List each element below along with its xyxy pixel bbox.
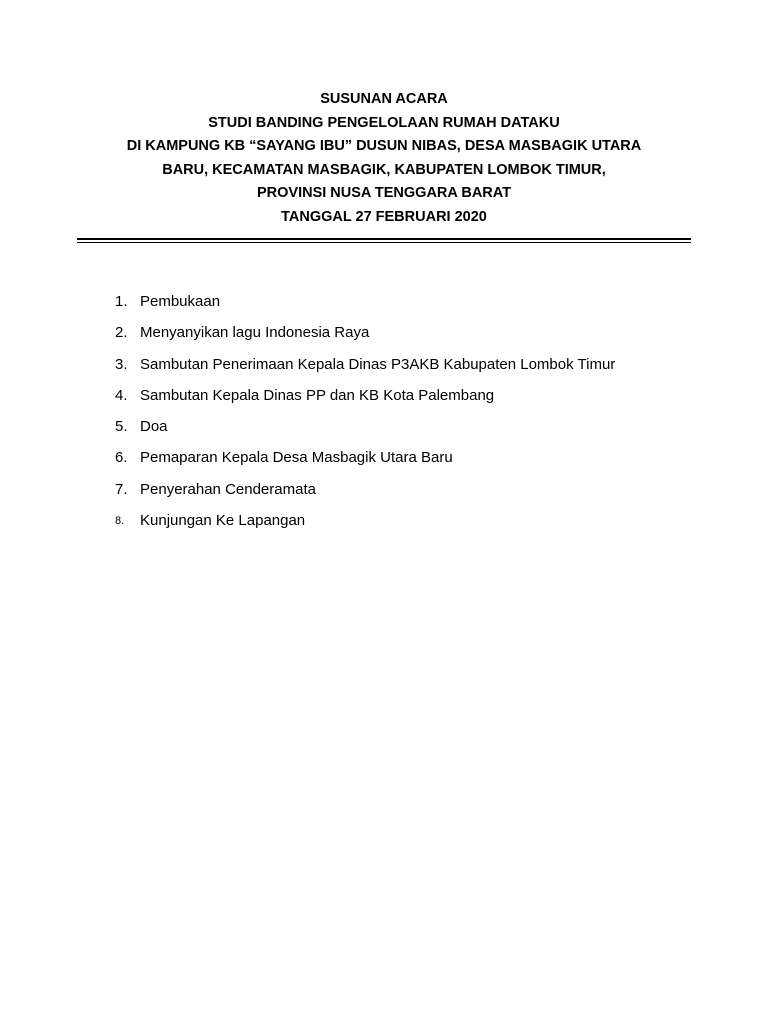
agenda-item-text: Pembukaan bbox=[140, 293, 221, 310]
agenda-item bbox=[0, 414, 768, 445]
header-subtitle: STUDI BANDING PENGELOLAAN RUMAH DATAKU bbox=[208, 114, 560, 131]
agenda-item-number: 3. bbox=[115, 355, 128, 373]
agenda-item-text: Menyanyikan lagu Indonesia Raya bbox=[140, 324, 370, 342]
agenda-item-number: 8. bbox=[115, 515, 125, 528]
agenda-item-text: Penyerahan Cenderamata bbox=[140, 480, 316, 498]
agenda-item-number: 5. bbox=[115, 418, 128, 436]
header-divider-thick bbox=[77, 238, 691, 240]
agenda-item-text: Sambutan Kepala Dinas PP dan KB Kota Palembang bbox=[140, 386, 495, 404]
agenda-item-number: 4. bbox=[115, 386, 128, 404]
document-header bbox=[0, 88, 768, 230]
agenda-item bbox=[0, 383, 768, 414]
header-divider-thin bbox=[77, 242, 691, 243]
agenda-item bbox=[0, 477, 768, 508]
header-title: SUSUNAN ACARA bbox=[320, 91, 448, 107]
agenda-item bbox=[0, 289, 768, 320]
agenda-item-number: 6. bbox=[115, 449, 128, 467]
agenda-item bbox=[0, 445, 768, 476]
agenda-item-number: 2. bbox=[115, 324, 128, 342]
agenda-item bbox=[0, 508, 768, 539]
agenda-item-text: Pemaparan Kepala Desa Masbagik Utara Baru bbox=[140, 449, 453, 467]
agenda-list bbox=[0, 289, 768, 539]
agenda-item-text: Doa bbox=[140, 418, 168, 436]
agenda-item-number: 7. bbox=[115, 480, 128, 498]
header-province: PROVINSI NUSA TENGGARA BARAT bbox=[256, 185, 512, 202]
agenda-item-number: 1. bbox=[115, 293, 128, 310]
agenda-item bbox=[0, 352, 768, 383]
header-date: TANGGAL 27 FEBRUARI 2020 bbox=[281, 208, 487, 225]
agenda-item-text: Sambutan Penerimaan Kepala Dinas P3AKB Kabupaten Lombok Timur bbox=[140, 355, 616, 373]
agenda-item-text: Kunjungan Ke Lapangan bbox=[140, 512, 306, 530]
header-location-line-1: DI KAMPUNG KB “SAYANG IBU” DUSUN NIBAS, DESA MASBAGIK UTARA bbox=[126, 138, 642, 155]
header-location-line-2: BARU, KECAMATAN MASBAGIK, KABUPATEN LOMBOK TIMUR, bbox=[162, 161, 606, 178]
agenda-item bbox=[0, 320, 768, 351]
